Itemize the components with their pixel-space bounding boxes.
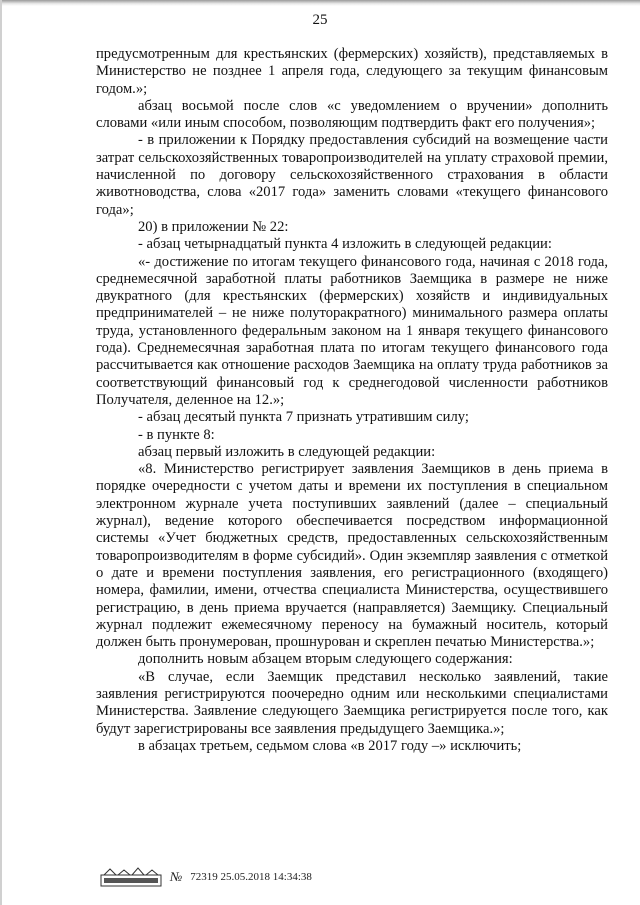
registry-stamp-icon [100,866,162,888]
paragraph: в абзацах третьем, седьмом слова «в 2017 году –» исключить; [138,737,522,754]
paragraph: «8. Министерство регистрирует заявления Заемщиков в день приема в порядке очередности с учетом даты и времени их поступления в специальном электронном журнале учета поступивших заявлений (далее – специальный журнал), ведение которого обеспечивается посредством информационной системы «Учет бюджетных средств, предоставленных сельскохозяйственным товаропроизводителям в форме субсидий». Один экземпляр заявления с отметкой о дате и времени поступления заявления, его регистрационного (входящего) номера, фамилии, имени, отчества специалиста Министерства, осуществившего регистрацию, в день приема вручается (направляется) Заемщику. Специальный журнал подлежит ежемесячному переносу на бумажный носитель, который должен быть пронумерован, прошнурован и скреплен печатью Министерства.»; [96,461,608,651]
page-number: 25 [312,12,328,28]
paragraph: - абзац десятый пункта 7 признать утратившим силу; [138,409,469,426]
scan-edge-left [0,0,2,905]
document-body [96,46,608,755]
scan-edge-top [0,0,640,6]
paragraph: абзац восьмой после слов «с уведомлением о вручении» дополнить словами «или иным способом, позволяющим подтвердить факт его получения»; [96,97,608,132]
paragraph: - абзац четырнадцатый пункта 4 изложить в следующей редакции: [138,236,552,253]
paragraph: - в пункте 8: [138,426,215,443]
paragraph: предусмотренным для крестьянских (фермерских) хозяйств), представляемых в Министерство не позднее 1 апреля года, следующего за текущим финансовым годом.»; [96,46,608,97]
paragraph: абзац первый изложить в следующей редакции: [138,443,436,460]
document-footer [100,866,312,888]
document-id-timestamp: 72319 25.05.2018 14:34:38 [190,871,312,883]
paragraph: «В случае, если Заемщик представил несколько заявлений, такие заявления регистрируются поочередно одним или несколькими специалистами Министерства. Заявление следующего Заемщика регистрируется после того, как будут зарегистрированы все заявления предыдущего Заемщика.»; [96,668,608,737]
paragraph: - в приложении к Порядку предоставления субсидий на возмещение части затрат сельскохозяйственных товаропроизводителей на уплату страховой премии, начисленной по договору сельскохозяйственного страхования в области животноводства, слова «2017 года» заменить словами «текущего финансового года»; [96,132,608,218]
paragraph: дополнить новым абзацем вторым следующего содержания: [138,651,513,668]
paragraph: 20) в приложении № 22: [138,218,289,235]
paragraph: «- достижение по итогам текущего финансового года, начиная с 2018 года, среднемесячной заработной платы работников Заемщика в размере не ниже двукратного (для крестьянских (фермерских) хозяйств и индивидуальных предпринимателей – не ниже полуторакратного) минимального размера оплаты труда, установленного федеральным законом на 1 января текущего финансового года). Среднемесячная заработная плата по итогам текущего финансового года рассчитывается как отношение расходов Заемщика на оплату труда работников за соответствующий финансовый год к среднегодовой численности работников Получателя, деленное на 12.»; [96,253,608,408]
document-number-mark: № [170,869,183,884]
